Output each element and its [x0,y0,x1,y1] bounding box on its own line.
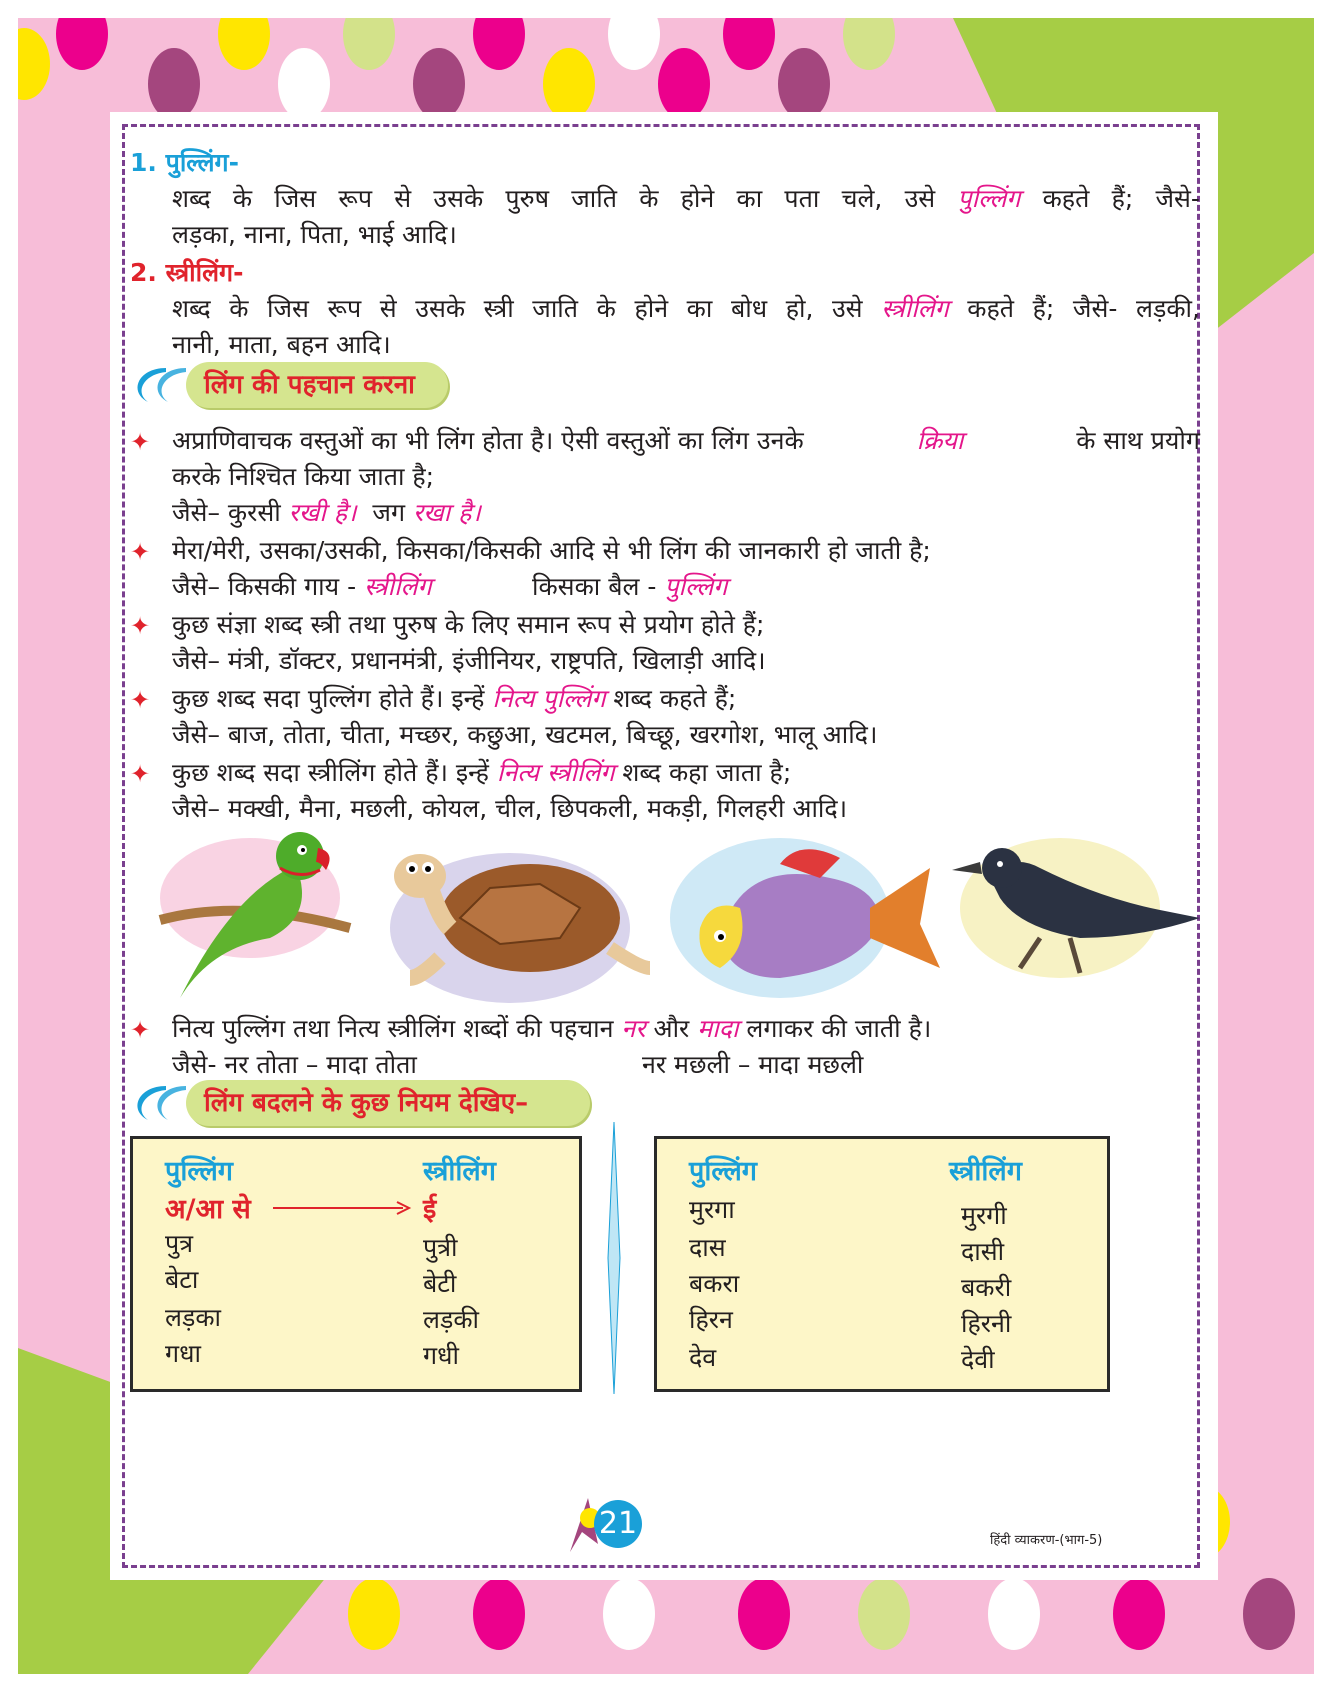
bullet1-line1 [172,424,1200,458]
bullet5-line1 [172,756,791,790]
word: जैसे- [1155,184,1200,213]
star-bullet-icon: ✦ [130,428,151,456]
table-cell-feminine: गधी [423,1341,459,1370]
section2-line1 [172,292,1200,326]
arrow-right-icon [273,1201,413,1215]
text: कुछ शब्द सदा स्त्रीलिंग होते हैं। इन्हें [172,758,489,787]
word: के [639,184,659,213]
text: लगाकर की जाती है। [746,1014,932,1043]
table-cell-feminine: बेटी [423,1269,457,1298]
term-highlight: नित्य स्त्रीलिंग [496,758,615,787]
table-cell-feminine: देवी [961,1345,995,1374]
table-cell-feminine: हिरनी [961,1309,1012,1338]
word: के [232,184,253,213]
rule-to: ई [423,1194,437,1225]
gender-rule-table-left [130,1136,582,1392]
section2-title: स्त्रीलिंग- [165,258,244,287]
word: बोध [730,294,768,323]
table-cell-feminine: पुत्री [423,1233,458,1262]
word: उसके [415,294,466,323]
section2-heading [130,256,244,290]
bullet1-line2: करके निश्चित किया जाता है; [172,462,435,491]
decor-dot [1113,1578,1165,1650]
word: स्त्री [483,294,514,323]
bullet4-line1 [172,682,736,716]
section2-line2: नानी, माता, बहन आदि। [172,330,391,359]
word: का [686,294,713,323]
decor-dot [543,48,595,120]
term-highlight: पुल्लिंग [664,572,728,601]
word: चले, [841,184,883,213]
star-bullet-icon: ✦ [130,612,151,640]
bullet2-example-right [532,570,727,604]
page-number: 21 [594,1500,642,1548]
term-highlight: रखी है। [288,498,357,527]
bullet2-example-left [172,570,432,604]
word: शब्द [172,184,211,213]
decor-dot [278,48,330,120]
section2-number: 2. [130,258,157,287]
text: शब्द कहा जाता है; [622,758,792,787]
column-header-feminine: स्त्रीलिंग [949,1156,1022,1187]
word: कहते [967,294,1015,323]
heading-gender-change-rules: लिंग बदलने के कुछ नियम देखिए– [186,1080,590,1126]
text: अप्राणिवाचक वस्तुओं का भी लिंग होता है। ऐसी वस्तुओं का लिंग उनके [172,426,804,455]
word: के [229,294,249,323]
turtle-illustration [390,853,650,1003]
word: जैसे- [1072,294,1118,323]
column-header-masculine: पुल्लिंग [165,1156,234,1187]
section1-title: पुल्लिंग- [165,148,239,177]
divider-ornament [604,1122,624,1394]
term-highlight: स्त्रीलिंग [364,572,432,601]
table-cell-masculine: बेटा [165,1265,199,1294]
term-highlight: क्रिया [916,426,964,455]
bullet6-example-left: जैसे- नर तोता – मादा तोता [172,1050,417,1079]
bullet3-line2: जैसे– मंत्री, डॉक्टर, प्रधानमंत्री, इंजीनियर, राष्ट्रपति, खिलाड़ी आदि। [172,646,766,675]
decor-dot [603,1578,655,1650]
bullet5-line2: जैसे– मक्खी, मैना, मछली, कोयल, चील, छिपकली, मकड़ी, गिलहरी आदि। [172,794,848,823]
word: जिस [274,184,317,213]
decor-dot [778,48,830,120]
word: के [596,294,616,323]
term-highlight: नर [621,1014,646,1043]
decor-dot [858,1578,910,1650]
table-cell-feminine: बकरी [961,1273,1012,1302]
table-cell-masculine: पुत्र [165,1229,194,1258]
table-cell-feminine: मुरगी [961,1201,1007,1230]
word: से [394,184,412,213]
column-header-feminine: स्त्रीलिंग [423,1156,496,1187]
text: शब्द कहते हैं; [613,684,737,713]
gender-rule-table-right [654,1136,1110,1392]
table-cell-feminine: लड़की [423,1305,480,1334]
star-bullet-icon: ✦ [130,1016,151,1044]
table-cell-masculine: देव [689,1343,717,1372]
bullet6-example-right: नर मछली – मादा मछली [642,1050,864,1079]
word: जाति [571,184,618,213]
word: हैं; [1032,294,1055,323]
word: उसे [904,184,936,213]
fish-illustration [670,838,940,998]
word: कहते [1042,184,1090,213]
word: जिस [267,294,309,323]
parrot-illustration [160,832,350,998]
section1-number: 1. [130,148,157,177]
decor-dot [738,1578,790,1650]
bullet6-line1 [172,1012,931,1046]
table-cell-masculine: गधा [165,1339,201,1368]
term-highlight: पुल्लिंग [957,184,1021,213]
star-bullet-icon: ✦ [130,686,151,714]
term-highlight: रखा है। [413,498,481,527]
table-cell-masculine: बकरा [689,1269,740,1298]
word: होने [634,294,669,323]
rule-from: अ/आ से [165,1194,251,1225]
word: पुरुष [505,184,550,213]
table-cell-masculine: लड़का [165,1303,222,1332]
word: शब्द [172,294,211,323]
star-bullet-icon: ✦ [130,538,151,566]
animal-illustrations [140,828,1200,1012]
word: हो, [785,294,814,323]
word: रूप [327,294,362,323]
word: हैं; [1111,184,1134,213]
word: लड़की, [1136,294,1200,323]
word: उसके [433,184,484,213]
bullet1-example [172,496,481,530]
decor-dot [1243,1578,1295,1650]
term-highlight: स्त्रीलिंग [881,294,949,323]
decor-dot [413,48,465,120]
table-cell-masculine: दास [689,1233,726,1262]
decor-dot [348,1578,400,1650]
word: होने [680,184,715,213]
word: जाति [532,294,579,323]
text: जैसे– कुरसी [172,498,281,527]
bullet4-line2: जैसे– बाज, तोता, चीता, मच्छर, कछुआ, खटमल, बिच्छू, खरगोश, भालू आदि। [172,720,878,749]
table-cell-feminine: दासी [961,1237,1005,1266]
word: उसे [831,294,863,323]
section1-line2: लड़का, नाना, पिता, भाई आदि। [172,220,457,249]
decor-dot [148,48,200,120]
word: से [379,294,397,323]
content-card [110,112,1218,1580]
decor-dot [988,1578,1040,1650]
crow-illustration [952,838,1200,978]
text: और [653,1014,690,1043]
table-cell-masculine: हिरन [689,1305,733,1334]
text: जैसे– किसकी गाय - [172,572,357,601]
decor-dot [473,1578,525,1650]
heading-identify-gender: लिंग की पहचान करना [186,362,448,408]
decor-dot [658,48,710,120]
text: किसका बैल - [532,572,657,601]
word: रूप [338,184,373,213]
section1-line1 [172,182,1200,216]
bullet2-line1: मेरा/मेरी, उसका/उसकी, किसका/किसकी आदि से भी लिंग की जानकारी हो जाती है; [172,536,931,565]
word: का [736,184,763,213]
term-highlight: मादा [697,1014,739,1043]
term-highlight: नित्य पुल्लिंग [492,684,606,713]
star-bullet-icon: ✦ [130,760,151,788]
text: कुछ शब्द सदा पुल्लिंग होते हैं। इन्हें [172,684,485,713]
text: जग [372,498,406,527]
text: नित्य पुल्लिंग तथा नित्य स्त्रीलिंग शब्दों की पहचान [172,1014,614,1043]
column-header-masculine: पुल्लिंग [689,1156,758,1187]
table-cell-masculine: मुरगा [689,1195,735,1224]
footer-book-title: हिंदी व्याकरण-(भाग-5) [990,1533,1103,1548]
text: के साथ प्रयोग [1076,426,1200,455]
word: पता [784,184,820,213]
section1-heading [130,146,239,180]
bullet3-line1: कुछ संज्ञा शब्द स्त्री तथा पुरुष के लिए समान रूप से प्रयोग होते हैं; [172,610,765,639]
